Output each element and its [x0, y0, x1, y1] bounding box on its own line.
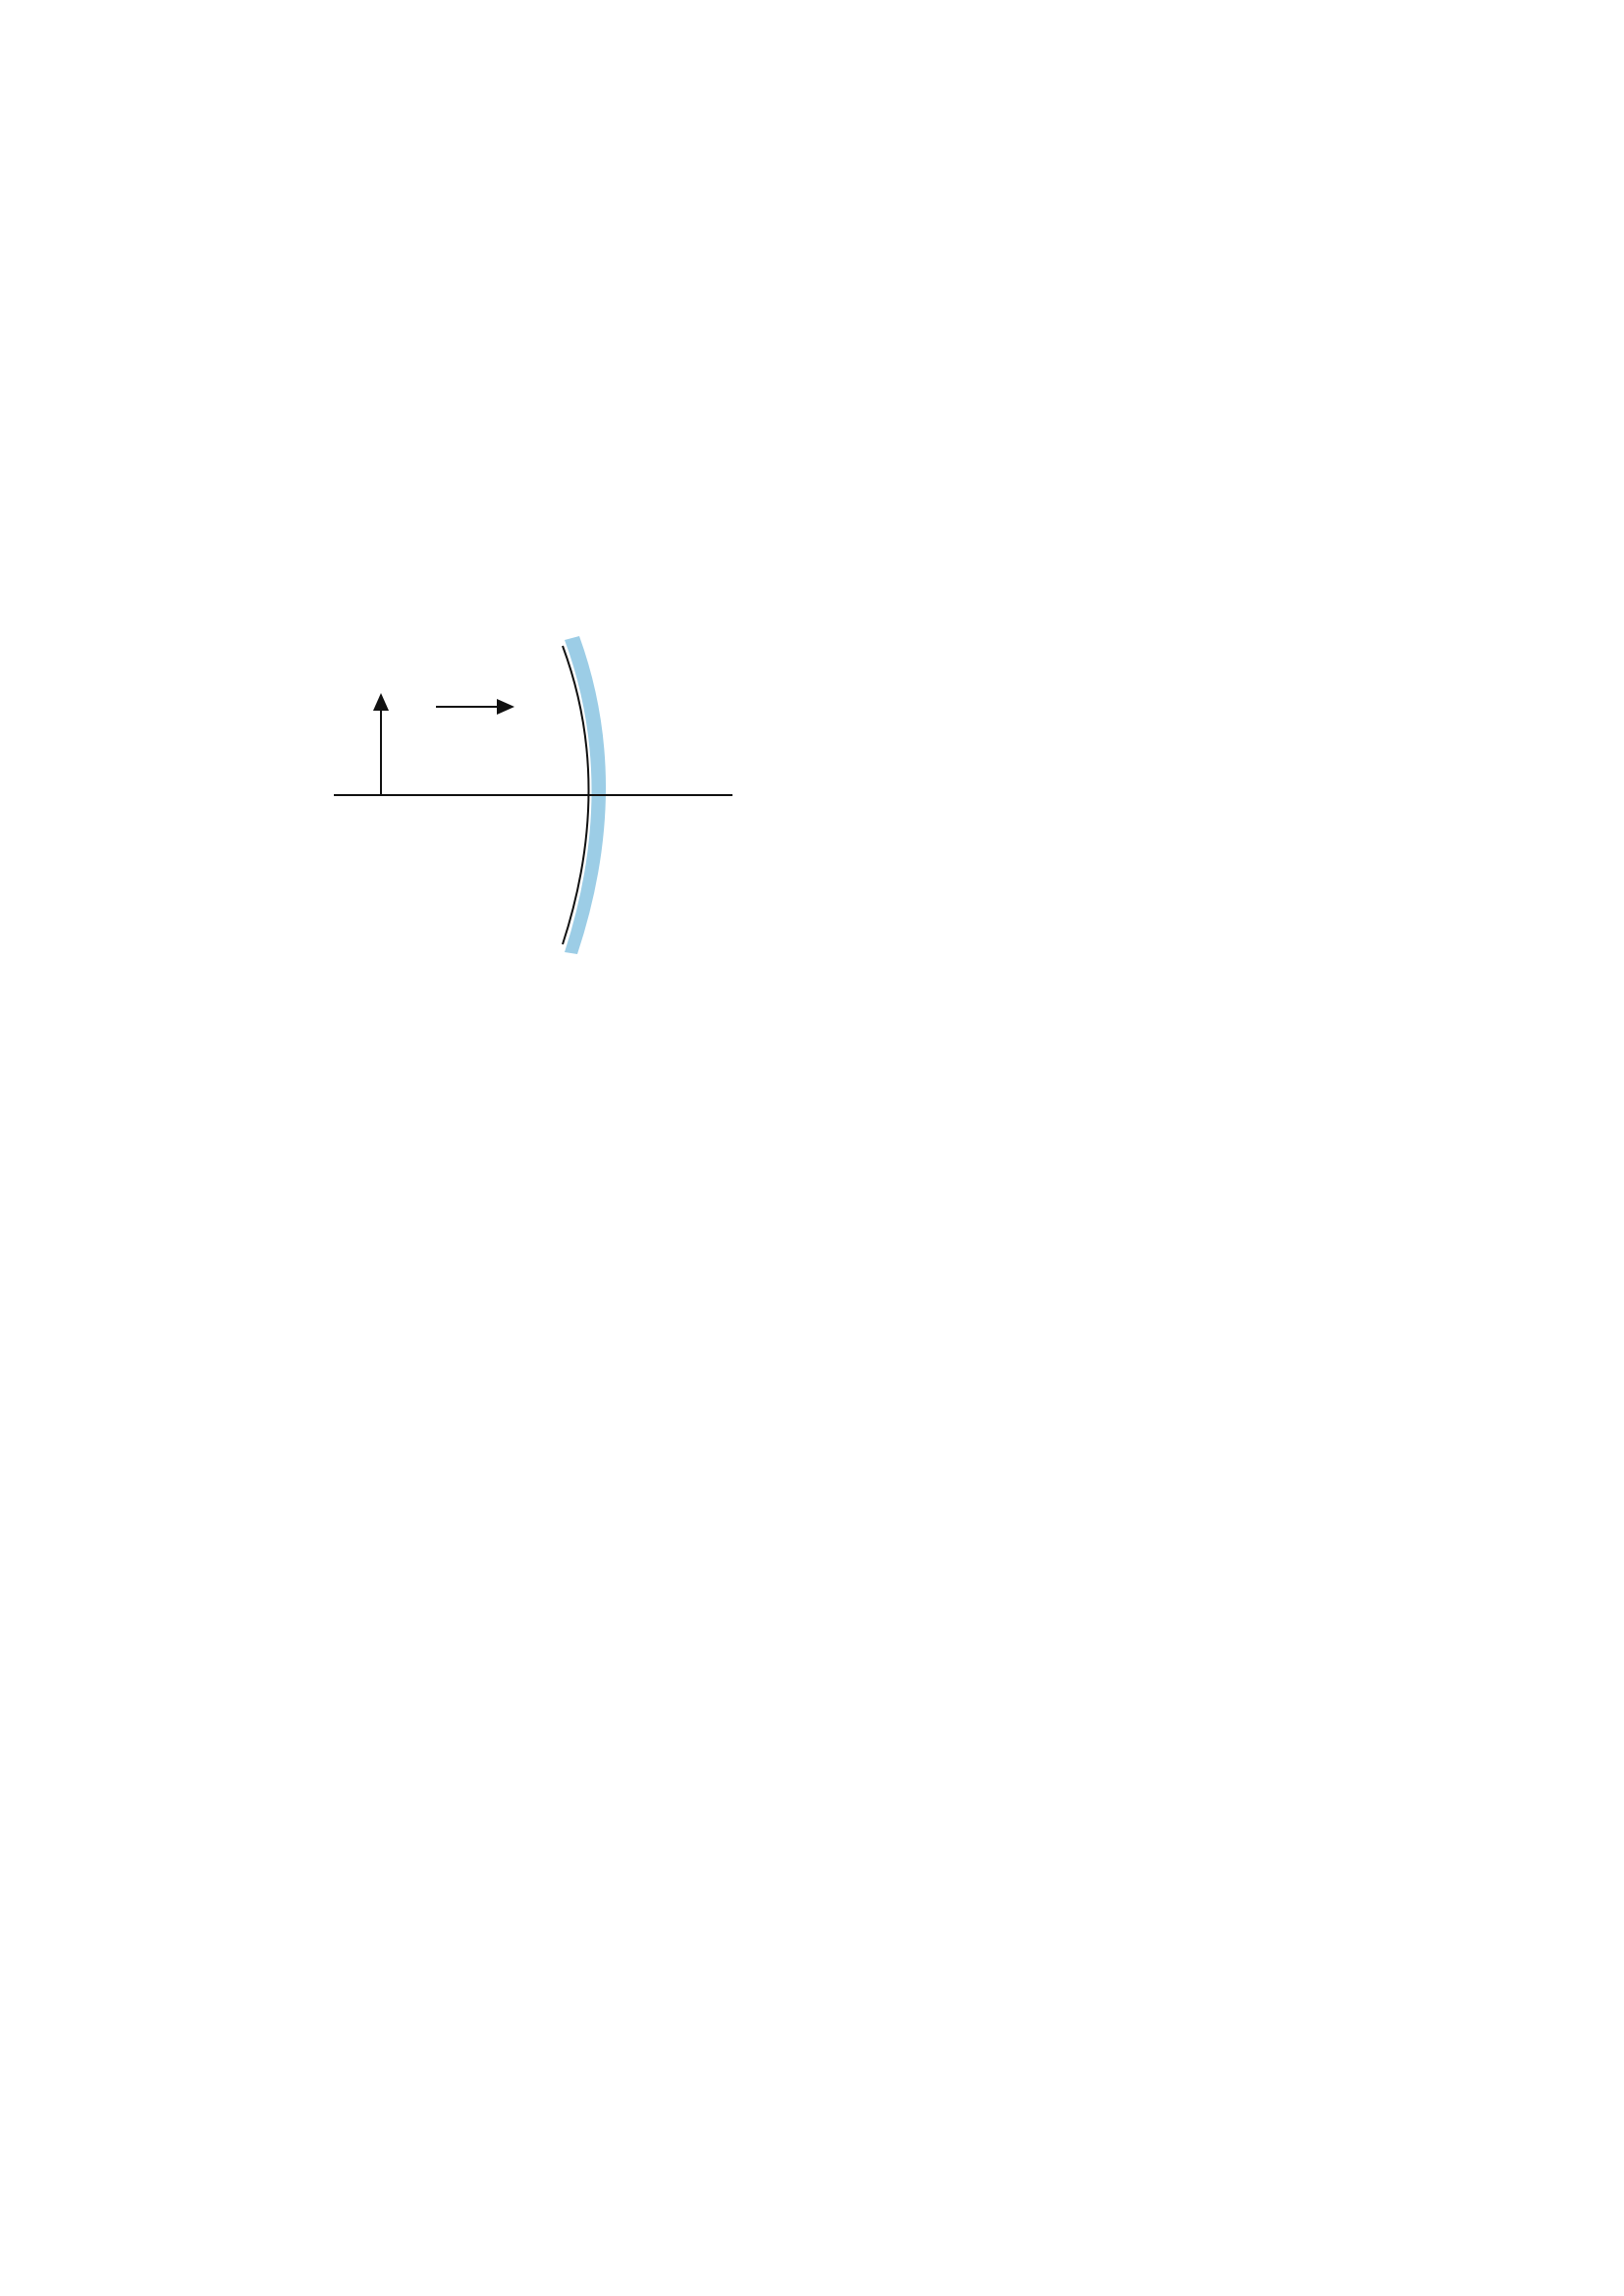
- sign-convention-diagram: [295, 589, 1178, 1041]
